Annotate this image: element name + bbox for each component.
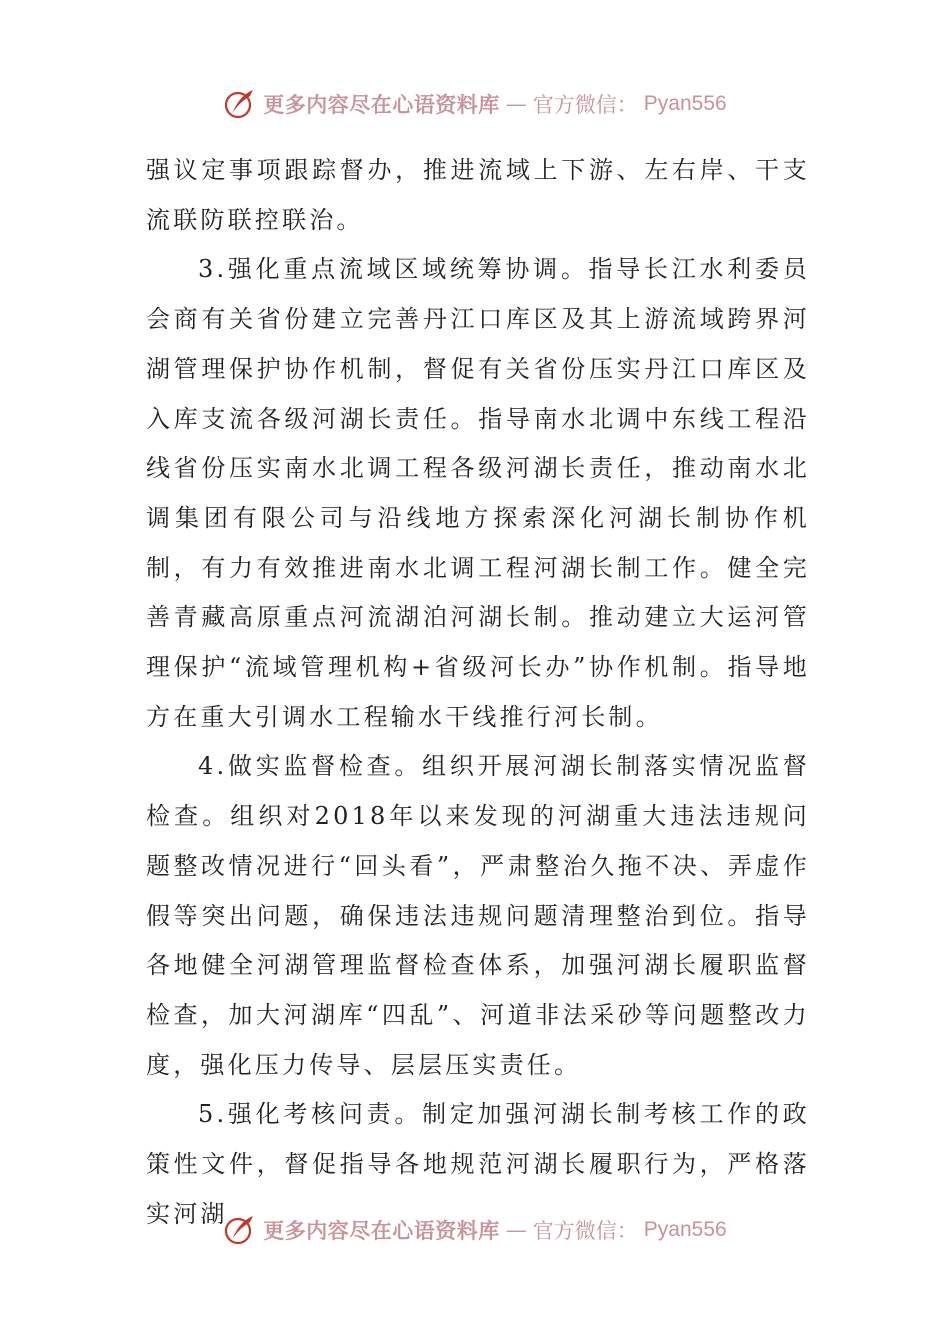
quill-logo-icon — [223, 87, 257, 121]
paragraph-item-3: 3.强化重点流域区域统筹协调。指导长江水利委员会商有关省份建立完善丹江口库区及其上游流域跨界河湖管理保护协作机制，督促有关省份压实丹江口库区及入库支流各级河湖长责任。指导南水北调中东线工程沿线省份压实南水北调工程各级河湖长责任，推动南水北调集团有限公司与沿线地方探索深化河湖长制协作机制，有力有效推进南水北调工程河湖长制工作。健全完善青藏高原重点河流湖泊河湖长制。推动建立大运河管理保护“流域管理机构+省级河长办”协作机制。指导地方在重大引调水工程输水干线推行河长制。 — [146, 255, 810, 731]
banner-dash: — — [505, 1218, 527, 1242]
banner-wechat-label: 官方微信： — [532, 1219, 638, 1243]
banner-title: 更多内容尽在心语资料库 — [263, 92, 500, 117]
quill-logo-icon — [223, 1213, 257, 1247]
banner-wechat-label: 官方微信： — [532, 93, 638, 117]
footer-banner — [0, 1208, 950, 1252]
header-banner — [0, 82, 950, 126]
banner-title: 更多内容尽在心语资料库 — [263, 1218, 500, 1243]
banner-dash: — — [505, 92, 527, 116]
paragraph-item-5: 5.强化考核问责。制定加强河湖长制考核工作的政策性文件，督促指导各地规范河湖长履职行为，严格落实河湖 — [146, 1100, 810, 1228]
banner-wechat-id: Pyan556 — [643, 92, 727, 115]
paragraph-continuation: 强议定事项跟踪督办，推进流域上下游、左右岸、干支流联防联控联治。 — [146, 156, 810, 234]
paragraph-item-4: 4.做实监督检查。组织开展河湖长制落实情况监督检查。组织对2018年以来发现的河湖重大违法违规问题整改情况进行“回头看”，严肃整治久拖不决、弄虚作假等突出问题，确保违法违规问题清理整治到位。指导各地健全河湖管理监督检查体系，加强河湖长履职监督检查，加大河湖库“四乱”、河道非法采砂等问题整改力度，强化压力传导、层层压实责任。 — [146, 752, 810, 1079]
document-body — [146, 146, 810, 1239]
banner-wechat-id: Pyan556 — [643, 1218, 727, 1241]
